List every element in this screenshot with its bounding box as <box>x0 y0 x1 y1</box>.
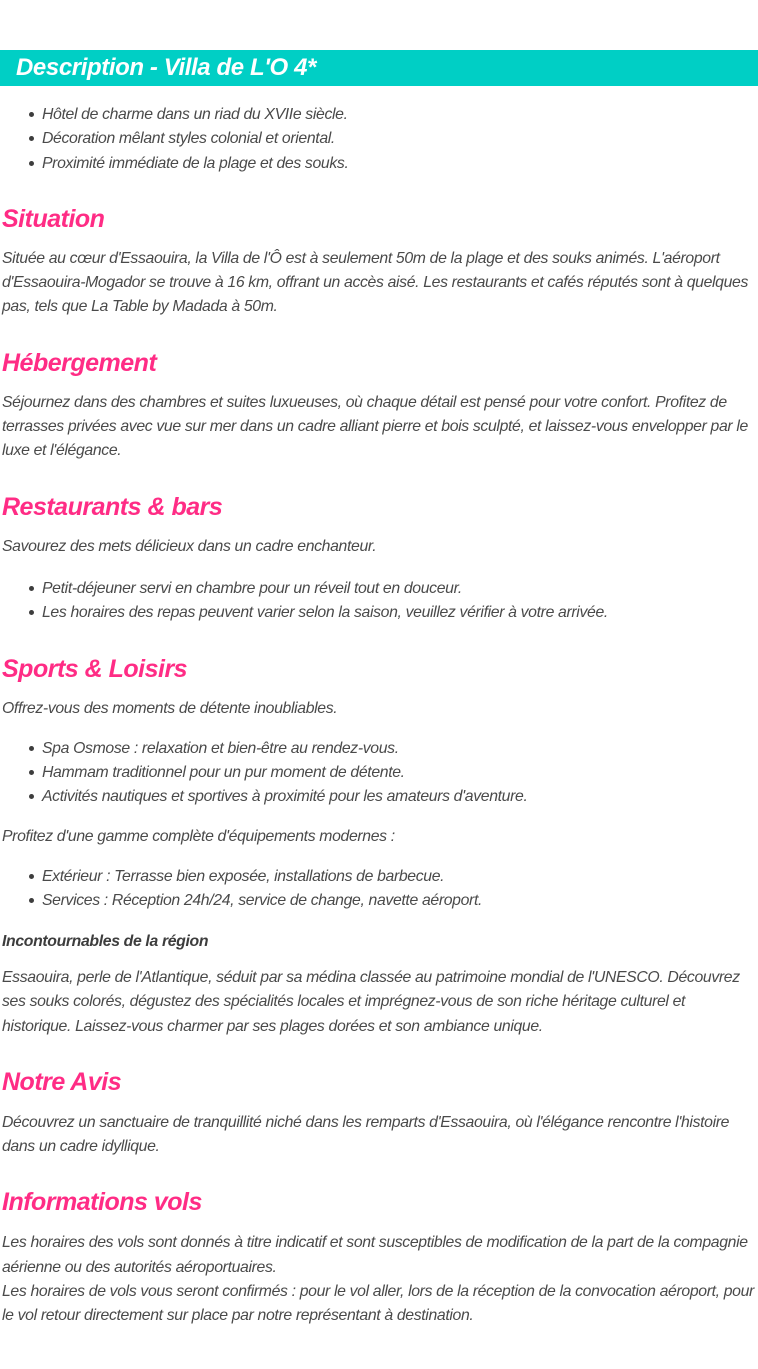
section-title-notre-avis: Notre Avis <box>2 1067 122 1096</box>
description-header <box>0 50 758 86</box>
section-sports-loisirs <box>2 654 756 1039</box>
paragraph: Les horaires de vols vous seront confirmés : pour le vol aller, lors de la réception de la convocation aéroport, pour le vol retour directement sur place par notre représentant à destination. <box>2 1283 754 1325</box>
page-title: Description - Villa de L'O 4* <box>16 54 316 81</box>
description-page <box>0 50 758 1329</box>
detente-bullet-list <box>2 737 756 810</box>
section-title-hebergement: Hébergement <box>2 348 157 377</box>
paragraph: Profitez d'une gamme complète d'équipements modernes : <box>2 827 395 845</box>
section-situation <box>2 204 756 320</box>
section-informations-vols <box>2 1187 756 1328</box>
list-item: Extérieur : Terrasse bien exposée, installations de barbecue. <box>42 865 756 889</box>
paragraph: Située au cœur d'Essaouira, la Villa de l'Ô est à seulement 50m de la plage et des souks animés. L'aéroport d'Essaouira-Mogador se trouve à 16 km, offrant un accès aisé. Les restaurants et cafés réputés sont à quelques pas, tels que La Table by Madada à 50m. <box>2 249 749 316</box>
paragraph: Découvrez un sanctuaire de tranquillité niché dans les remparts d'Essaouira, où l'élégance rencontre l'histoire dans un cadre idyllique. <box>2 1113 730 1156</box>
list-item: Hammam traditionnel pour un pur moment de détente. <box>42 761 756 785</box>
paragraph: Les horaires des vols sont donnés à titre indicatif et sont susceptibles de modification de la part de la compagnie aérienne ou des autorités aéroportuaires. <box>2 1234 748 1276</box>
list-item: Services : Réception 24h/24, service de change, navette aéroport. <box>42 889 756 913</box>
section-title-sports-loisirs: Sports & Loisirs <box>2 654 188 683</box>
section-hebergement <box>2 348 756 464</box>
list-item: Décoration mêlant styles colonial et oriental. <box>42 127 756 151</box>
paragraph: Savourez des mets délicieux dans un cadre enchanteur. <box>2 537 377 555</box>
restaurants-bullet-list <box>2 577 756 626</box>
section-notre-avis <box>2 1067 756 1160</box>
list-item: Activités nautiques et sportives à proximité pour les amateurs d'aventure. <box>42 785 756 809</box>
paragraph: Séjournez dans des chambres et suites luxueuses, où chaque détail est pensé pour votre confort. Profitez de terrasses privées avec vue sur mer dans un cadre alliant pierre et bois sculpté, et laissez-vous envelopper par le luxe et l'élégance. <box>2 393 748 460</box>
section-restaurants-bars <box>2 492 756 626</box>
list-item: Petit-déjeuner servi en chambre pour un réveil tout en douceur. <box>42 577 756 601</box>
subheading-incontournables: Incontournables de la région <box>2 932 209 950</box>
list-item: Hôtel de charme dans un riad du XVIIe siècle. <box>42 103 756 127</box>
list-item: Proximité immédiate de la plage et des souks. <box>42 152 756 176</box>
paragraph: Offrez-vous des moments de détente inoubliables. <box>2 699 338 717</box>
list-item: Spa Osmose : relaxation et bien-être au rendez-vous. <box>42 737 756 761</box>
content <box>0 103 758 1329</box>
section-title-informations-vols: Informations vols <box>2 1188 202 1217</box>
intro-bullet-list <box>2 103 756 176</box>
list-item: Les horaires des repas peuvent varier selon la saison, veuillez vérifier à votre arrivée. <box>42 601 756 625</box>
section-title-situation: Situation <box>2 204 105 233</box>
paragraph: Essaouira, perle de l'Atlantique, séduit par sa médina classée au patrimoine mondial de l'UNESCO. Découvrez ses souks colorés, dégustez des spécialités locales et imprégnez-vous de son riche héritage culturel et historique. Laissez-vous charmer par ses plages dorées et son ambiance unique. <box>2 968 740 1035</box>
section-title-restaurants-bars: Restaurants & bars <box>2 492 223 521</box>
equipements-bullet-list <box>2 865 756 914</box>
